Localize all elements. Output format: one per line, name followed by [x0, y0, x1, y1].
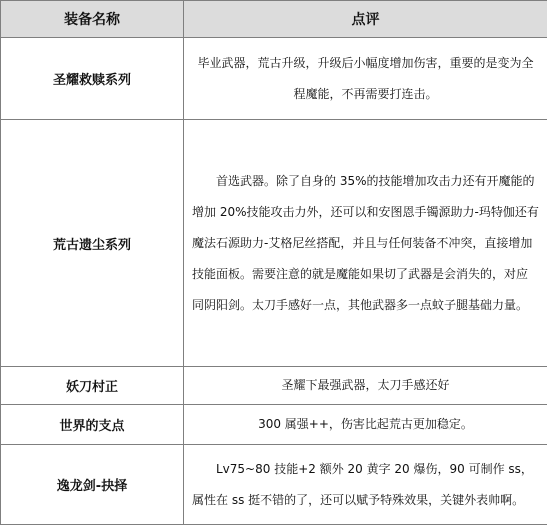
equipment-name-cell: 妖刀村正 — [1, 367, 184, 405]
table-row — [1, 367, 547, 405]
table-row — [1, 405, 547, 445]
equipment-name-cell: 世界的支点 — [1, 405, 184, 445]
review-cell: 圣耀下最强武器，太刀手感还好 — [184, 367, 547, 405]
table-row — [1, 120, 547, 367]
header-review: 点评 — [184, 1, 547, 38]
equipment-name-cell: 逸龙剑-抉择 — [1, 445, 184, 525]
review-cell: Lv75~80 技能+2 额外 20 黄字 20 爆伤，90 可制作 ss，属性在 ss 挺不错的了，还可以赋予特殊效果，关键外表帅啊。 — [184, 445, 547, 525]
table-row — [1, 38, 547, 120]
equipment-name-cell: 圣耀救赎系列 — [1, 38, 184, 120]
review-cell: 首选武器。除了自身的 35%的技能增加攻击力还有开魔能的增加 20%技能攻击力外，还可以和安图恩手镯源助力-玛特伽还有魔法石源助力-艾格尼丝搭配，并且与任何装备不冲突，直接增加技能面板。需要注意的就是魔能如果切了武器是会消失的，对应同阴阳剑。太刀手感好一点，其他武器多一点蚊子腿基础力量。 — [184, 120, 547, 367]
header-row — [1, 1, 547, 38]
review-cell: 毕业武器，荒古升级，升级后小幅度增加伤害，重要的是变为全程魔能，不再需要打连击。 — [184, 38, 547, 120]
equipment-name-cell: 荒古遗尘系列 — [1, 120, 184, 367]
header-equipment-name: 装备名称 — [1, 1, 184, 38]
table-row — [1, 445, 547, 525]
review-cell: 300 属强++，伤害比起荒古更加稳定。 — [184, 405, 547, 445]
